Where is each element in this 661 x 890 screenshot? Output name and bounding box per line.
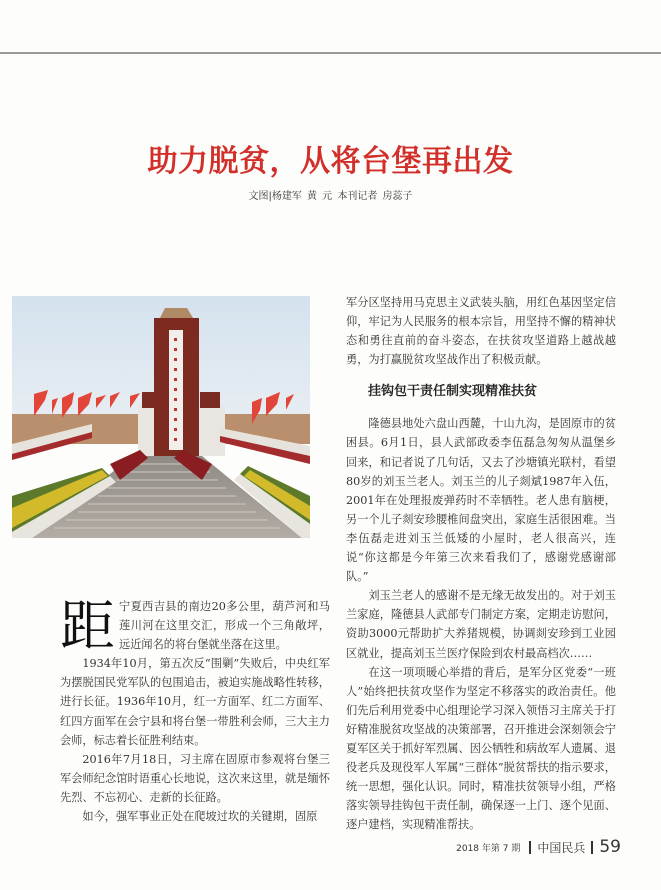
article-title: 助力脱贫，从将台堡再出发 [147, 144, 514, 179]
left-column [60, 594, 330, 826]
issue-label: 2018 年第 7 期 [456, 843, 521, 854]
top-rule [0, 52, 661, 54]
opening-paragraph [60, 594, 330, 658]
monument-photo [12, 296, 310, 538]
right-column [346, 293, 616, 834]
paragraph: 宁夏西吉县的南边20多公里，葫芦河和马莲川河在这里交汇，形成一个三角敞坪，远近闻名的将台堡就坐落在这里。 [119, 600, 330, 652]
paragraph: 如今，强军事业正处在爬坡过坎的关键期，固原 [82, 810, 318, 824]
page-number: 59 [599, 837, 621, 857]
section-subheading: 挂钩包干责任制实现精准扶贫 [368, 384, 538, 400]
paragraph: 1934年10月，第五次反“围剿”失败后，中央红军为摆脱国民党军队的包围追击，被迫实施战略性转移，进行长征。1936年10月，红一方面军、红二方面军、红四方面军在会宁县和将台堡一带胜利会师，三大主力会师，标志着长征胜利结束。 [60, 657, 330, 747]
paragraph: 隆德县地处六盘山西麓，十山九沟，是固原市的贫困县。6月1日，县人武部政委李伍磊急匆匆从温堡乡回来，和记者说了几句话，又去了沙塘镇光联村，看望80岁的刘玉兰老人。刘玉兰的儿子剡斌1987年入伍，2001年在处理报废弹药时不幸牺牲。老人患有脑梗，另一个儿子剡安珍腰椎间盘突出，家庭生活很困难。当李伍磊走进刘玉兰低矮的小屋时，老人很高兴，连说“你这都是今年第三次来看我们了，感谢党感谢部队。” [346, 417, 616, 584]
magazine-name: 中国民兵 [537, 840, 586, 855]
footer-divider [591, 841, 593, 854]
paragraph: 刘玉兰老人的感谢不是无缘无故发出的。对于刘玉兰家庭，隆德县人武部专门制定方案，定期走访慰问，资助3000元帮助扩大养猪规模，协调剡安珍到工业园区就业，提高刘玉兰医疗保险到农村最高档次…… [346, 589, 616, 660]
footer-divider [529, 841, 531, 854]
page-footer [456, 837, 621, 857]
article-byline: 文图|杨建军 黄 元 本刊记者 房蕊子 [248, 191, 413, 202]
paragraph: 在这一项项暖心举措的背后，是军分区党委“一班人”始终把扶贫攻坚作为坚定不移落实的政治责任。他们先后利用党委中心组理论学习深入领悟习主席关于打好精准脱贫攻坚战的决策部署，召开推进会深刻领会宁夏军区关于抓好军烈属、因公牺牲和病故军人遗属、退役老兵及现役军人军属“三群体”脱贫帮扶的指示要求，统一思想，强化认识。同时，精准扶贫领导小组，严格落实领导挂钩包干责任制，确保逐一上门、逐个见面、逐户建档，实现精准帮扶。 [346, 665, 616, 832]
dropcap: 距 [60, 594, 116, 658]
continued-paragraph: 军分区坚持用马克思主义武装头脑，用红色基因坚定信仰，牢记为人民服务的根本宗旨，用坚持不懈的精神状态和勇往直前的奋斗姿态，在扶贫攻坚道路上越战越勇，为打赢脱贫攻坚战作出了积极贡献。 [346, 296, 616, 367]
paragraph: 2016年7月18日，习主席在固原市参观将台堡三军会师纪念馆时语重心长地说，这次来这里，就是缅怀先烈、不忘初心、走新的长征路。 [60, 752, 330, 804]
